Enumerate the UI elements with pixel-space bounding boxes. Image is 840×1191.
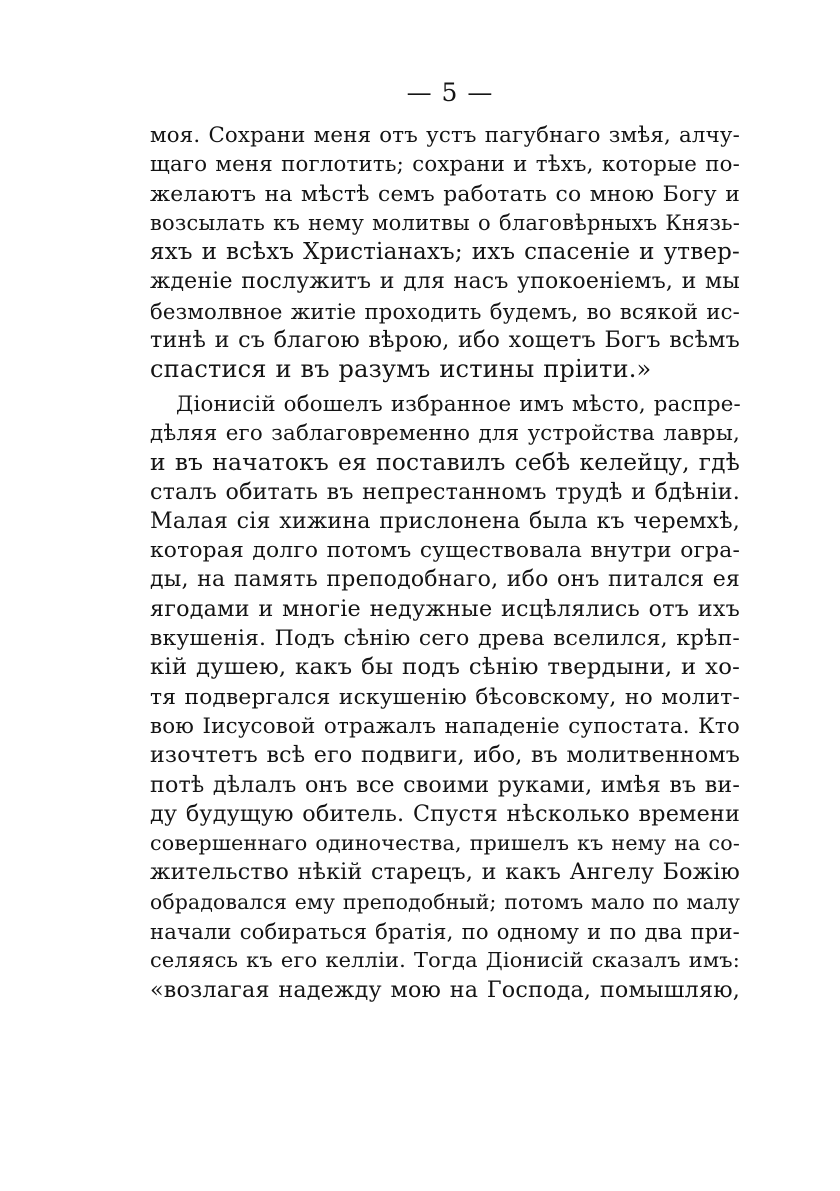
text-line: селяясь къ его келліи. Тогда Діонисій сказалъ имъ: xyxy=(150,948,740,973)
paragraph-1 xyxy=(150,121,740,385)
text-line: «возлагая надежду мою на Господа, помышляю, xyxy=(150,976,740,1003)
text-line: дѣляя его заблаговременно для устройства лавры, xyxy=(150,420,740,446)
text-line: Малая сія хижина прислонена была къ черемхѣ, xyxy=(150,507,740,534)
text-line: моя. Сохрани меня отъ устъ пагубнаго змѣя, алчу- xyxy=(150,123,740,148)
text-line: вою Іисусовой отражалъ нападеніе супостата. Кто xyxy=(150,713,740,739)
body-text xyxy=(150,121,740,1005)
page-number: — 5 — xyxy=(406,78,494,107)
text-line: спастися и въ разумъ истины пріити.» xyxy=(150,355,652,384)
text-line: желаютъ на мѣстѣ семъ работать со мною Богу и xyxy=(150,181,740,207)
text-line: совершеннаго одиночества, пришелъ къ нему на со- xyxy=(150,831,740,856)
text-line: начали собираться братія, по одному и по два при- xyxy=(150,919,740,945)
text-line: безмолвное житіе проходить будемъ, во всякой ис- xyxy=(150,298,740,324)
text-line: кій душею, какъ бы подъ сѣнію твердыни, и хо- xyxy=(150,654,740,681)
text-line: тинѣ и съ благою вѣрою, ибо хощетъ Богъ всѣмъ xyxy=(150,327,740,354)
text-line: и въ начатокъ ея поставилъ себѣ келейцу, гдѣ xyxy=(150,449,740,477)
paragraph-2 xyxy=(150,390,740,1005)
text-line: щаго меня поглотить; сохрани и тѣхъ, которые по- xyxy=(150,152,740,178)
text-line: ду будущую обитель. Спустя нѣсколько времени xyxy=(150,800,740,827)
text-line: Діонисій обошелъ избранное имъ мѣсто, распре- xyxy=(176,391,741,417)
text-line: возсылать къ нему молитвы о благовѣрныхъ Князь- xyxy=(150,210,740,235)
text-line: яхъ и всѣхъ Христіанахъ; ихъ спасеніе и утвер- xyxy=(150,239,740,266)
text-line: ягодами и многіе недужные исцѣлялись отъ ихъ xyxy=(150,595,740,622)
text-line: жденіе послужитъ и для насъ упокоеніемъ, и мы xyxy=(150,269,740,295)
text-line: сталъ обитать въ непрестанномъ трудѣ и бдѣніи. xyxy=(150,478,740,505)
text-line: изочтетъ всѣ его подвиги, ибо, въ молитвенномъ xyxy=(150,742,740,769)
text-line: потѣ дѣлалъ онъ все своими руками, имѣя въ ви- xyxy=(150,771,740,798)
text-line: тя подвергался искушенію бѣсовскому, но молит- xyxy=(150,684,740,710)
text-line: вкушенія. Подъ сѣнію сего древа вселился, крѣп- xyxy=(150,626,740,652)
text-line: ды, на память преподобнаго, ибо онъ питался ея xyxy=(150,567,740,593)
text-line: обрадовался ему преподобный; потомъ мало по малу xyxy=(150,889,740,914)
text-line: которая долго потомъ существовала внутри огра- xyxy=(150,538,740,564)
text-line: жительство нѣкій старецъ, и какъ Ангелу Божію xyxy=(150,859,740,886)
